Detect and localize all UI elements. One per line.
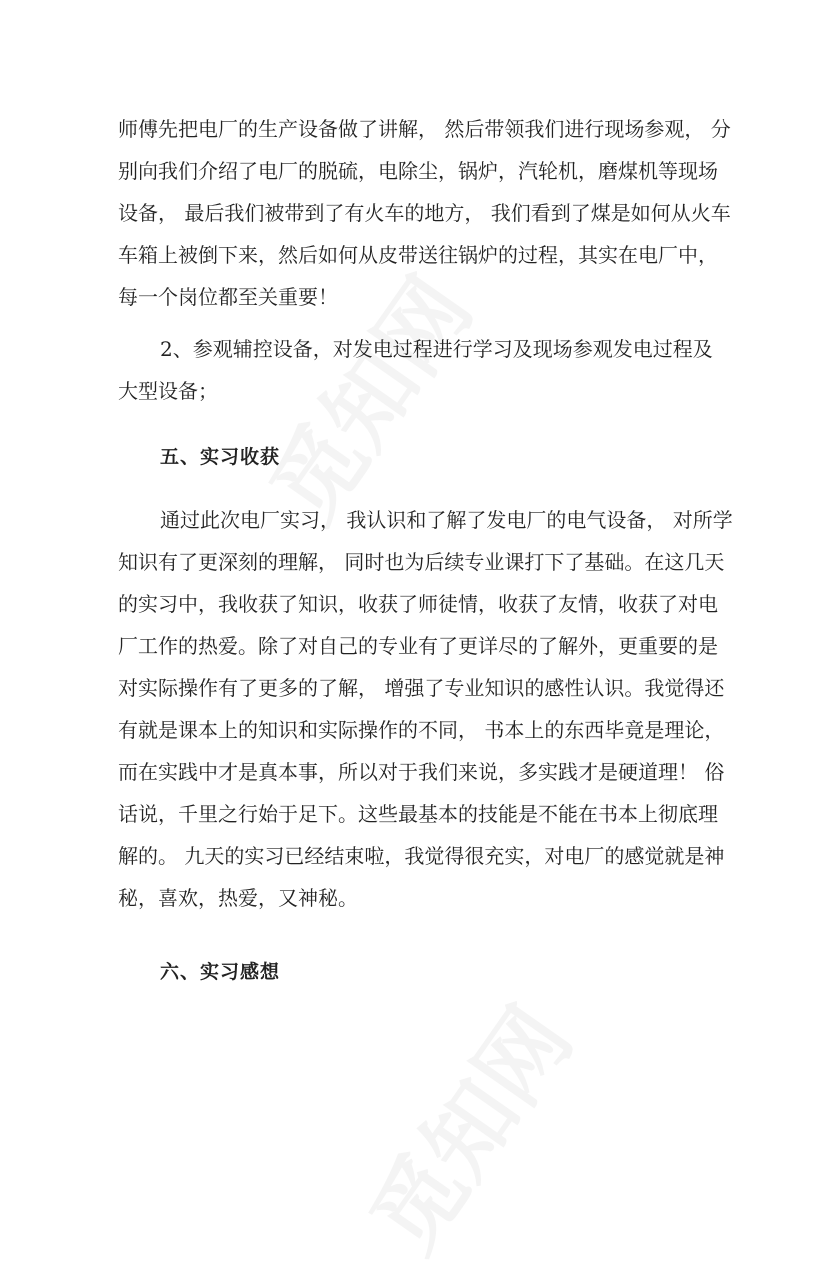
section-heading-5: 五、实习收获 bbox=[160, 446, 281, 468]
text-line: 车箱上被倒下来，然后如何从皮带送往锅炉的过程，其实在电厂中， bbox=[118, 243, 718, 267]
text-line: 秘，喜欢，热爱，又神秘。 bbox=[118, 886, 358, 910]
text-line: 的实习中，我收获了知识，收获了师徒情，收获了友情，收获了对电 bbox=[118, 592, 718, 616]
section-heading-6: 六、实习感想 bbox=[160, 961, 281, 983]
text-line: 通过此次电厂实习， 我认识和了解了发电厂的电气设备， 对所学 bbox=[160, 508, 733, 532]
text-line: 每一个岗位都至关重要！ bbox=[118, 285, 338, 309]
text-line: 对实际操作有了更多的了解， 增强了专业知识的感性认识。我觉得还 bbox=[118, 676, 725, 700]
text-line: 而在实践中才是真本事，所以对于我们来说，多实践才是硬道理！ 俗 bbox=[118, 760, 725, 784]
text-line: 别向我们介绍了电厂的脱硫，电除尘，锅炉，汽轮机，磨煤机等现场 bbox=[118, 159, 718, 183]
text-line: 大型设备； bbox=[118, 379, 218, 403]
text-line: 知识有了更深刻的理解， 同时也为后续专业课打下了基础。在这几天 bbox=[118, 550, 725, 574]
text-line: 设备， 最后我们被带到了有火车的地方， 我们看到了煤是如何从火车 bbox=[118, 201, 731, 225]
text-line: 师傅先把电厂的生产设备做了讲解， 然后带领我们进行现场参观， 分 bbox=[118, 117, 731, 141]
text-line: 厂工作的热爱。除了对自己的专业有了更详尽的了解外，更重要的是 bbox=[118, 634, 718, 658]
text-line: 有就是课本上的知识和实际操作的不同， 书本上的东西毕竟是理论， bbox=[118, 718, 725, 742]
text-line: 话说，千里之行始于足下。这些最基本的技能是不能在书本上彻底理 bbox=[118, 802, 718, 826]
text-line: 2、参观辅控设备，对发电过程进行学习及现场参观发电过程及 bbox=[160, 337, 713, 361]
text-line: 解的。 九天的实习已经结束啦，我觉得很充实，对电厂的感觉就是神 bbox=[118, 844, 725, 868]
watermark bbox=[334, 977, 595, 1273]
